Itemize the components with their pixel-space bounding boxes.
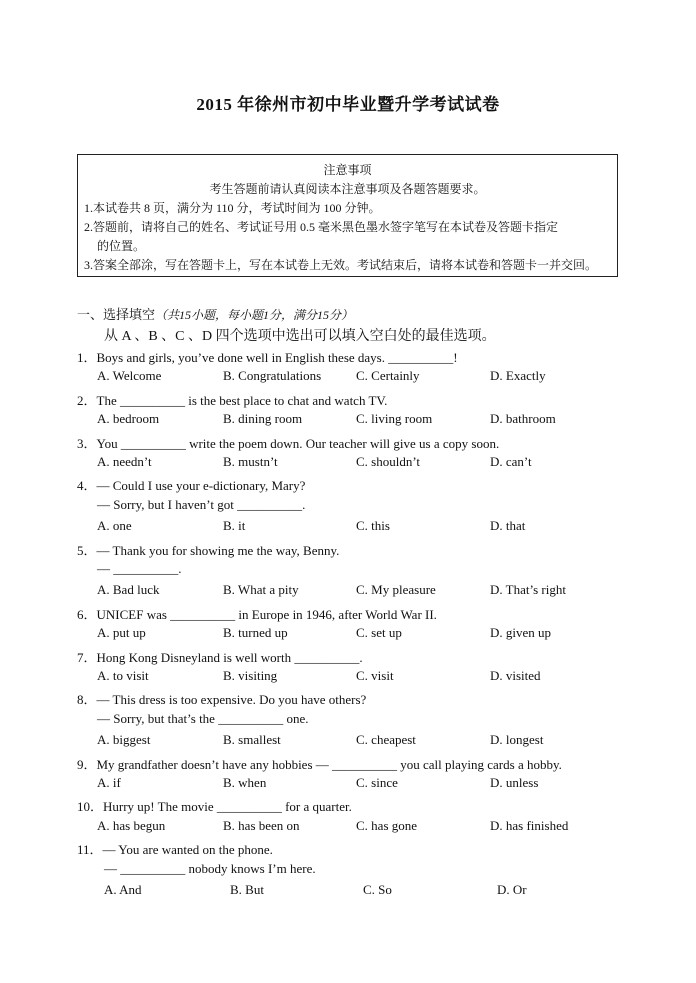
question-line: — Sorry, but I haven’t got __________. [97, 497, 306, 512]
exam-title: 2015 年徐州市初中毕业暨升学考试试卷 [196, 95, 500, 114]
answer-option: A. Welcome [97, 368, 162, 383]
section-heading [77, 304, 353, 323]
answer-option: B. turned up [223, 625, 288, 640]
answer-option: B. smallest [223, 732, 281, 747]
section-note: （共15小题，每小题1分，满分15分） [155, 308, 354, 322]
question-stem: 5．— Thank you for showing me the way, Benny. [77, 543, 340, 558]
answer-option: C. shouldn’t [356, 454, 421, 469]
answer-option: C. visit [356, 668, 394, 683]
answer-option: C. So [363, 882, 392, 897]
answer-option: C. living room [356, 411, 433, 426]
question-stem: 10．Hurry up! The movie __________ for a quarter. [77, 799, 352, 814]
question-line: — __________ nobody knows I’m here. [104, 861, 316, 876]
section-title: 一、选择填空 [77, 307, 156, 322]
notice-box [77, 154, 618, 277]
answer-option: C. set up [356, 625, 402, 640]
section-instruction: 从 A 、B 、C 、D 四个选项中选出可以填入空白处的最佳选项。 [104, 329, 496, 344]
answer-option: B. when [223, 775, 267, 790]
answer-option: D. can’t [490, 454, 532, 469]
answer-option: C. My pleasure [356, 582, 436, 597]
notice-subheading: 考生答题前请认真阅读本注意事项及各题答题要求。 [209, 182, 486, 196]
answer-option: B. What a pity [223, 582, 299, 597]
notice-heading: 注意事项 [323, 163, 372, 177]
answer-option: B. Congratulations [223, 368, 322, 383]
answer-option: D. bathroom [490, 411, 556, 426]
answer-option: A. biggest [97, 732, 151, 747]
answer-option: D. visited [490, 668, 541, 683]
answer-option: D. has finished [490, 818, 569, 833]
answer-option: A. needn’t [97, 454, 152, 469]
answer-option: A. put up [97, 625, 146, 640]
notice-item: 2.答题前，请将自己的姓名、考试证号用 0.5 毫米黑色墨水签字笔写在本试卷及答题卡指定 [84, 220, 559, 234]
notice-item: 1.本试卷共 8 页，满分为 110 分，考试时间为 100 分钟。 [84, 201, 381, 215]
question-stem: 1．Boys and girls, you’ve done well in English these days. __________! [77, 350, 458, 365]
question-stem: 11．— You are wanted on the phone. [77, 842, 273, 857]
answer-option: B. dining room [223, 411, 303, 426]
answer-option: B. it [223, 518, 246, 533]
answer-option: B. But [230, 882, 264, 897]
answer-option: C. has gone [356, 818, 418, 833]
question-stem: 8．— This dress is too expensive. Do you have others? [77, 692, 367, 707]
answer-option: D. that [490, 518, 526, 533]
question-stem: 2．The __________ is the best place to chat and watch TV. [77, 393, 388, 408]
notice-item: 3.答案全部涂，写在答题卡上，写在本试卷上无效。考试结束后，请将本试卷和答题卡一并交回。 [84, 258, 598, 272]
answer-option: C. Certainly [356, 368, 420, 383]
answer-option: D. Exactly [490, 368, 546, 383]
answer-option: C. this [356, 518, 390, 533]
answer-option: D. Or [497, 882, 527, 897]
answer-option: A. one [97, 518, 132, 533]
answer-option: A. to visit [97, 668, 149, 683]
question-line: — Sorry, but that’s the __________ one. [97, 711, 309, 726]
answer-option: B. mustn’t [223, 454, 278, 469]
answer-option: C. since [356, 775, 398, 790]
answer-option: C. cheapest [356, 732, 416, 747]
answer-option: B. visiting [223, 668, 278, 683]
question-stem: 4．— Could I use your e-dictionary, Mary? [77, 478, 306, 493]
notice-item: 的位置。 [97, 239, 146, 253]
answer-option: A. if [97, 775, 121, 790]
answer-option: B. has been on [223, 818, 300, 833]
question-stem: 6．UNICEF was __________ in Europe in 1946, after World War II. [77, 607, 437, 622]
answer-option: A. And [104, 882, 142, 897]
answer-option: D. unless [490, 775, 539, 790]
question-stem: 9．My grandfather doesn’t have any hobbies — __________ you call playing cards a hobby. [77, 757, 562, 772]
answer-option: D. longest [490, 732, 544, 747]
answer-option: D. given up [490, 625, 552, 640]
question-stem: 3．You __________ write the poem down. Our teacher will give us a copy soon. [77, 436, 500, 451]
answer-option: A. has begun [97, 818, 166, 833]
question-line: — __________. [97, 561, 182, 576]
answer-option: A. Bad luck [97, 582, 160, 597]
answer-option: D. That’s right [490, 582, 566, 597]
answer-option: A. bedroom [97, 411, 160, 426]
question-stem: 7．Hong Kong Disneyland is well worth __________. [77, 650, 363, 665]
